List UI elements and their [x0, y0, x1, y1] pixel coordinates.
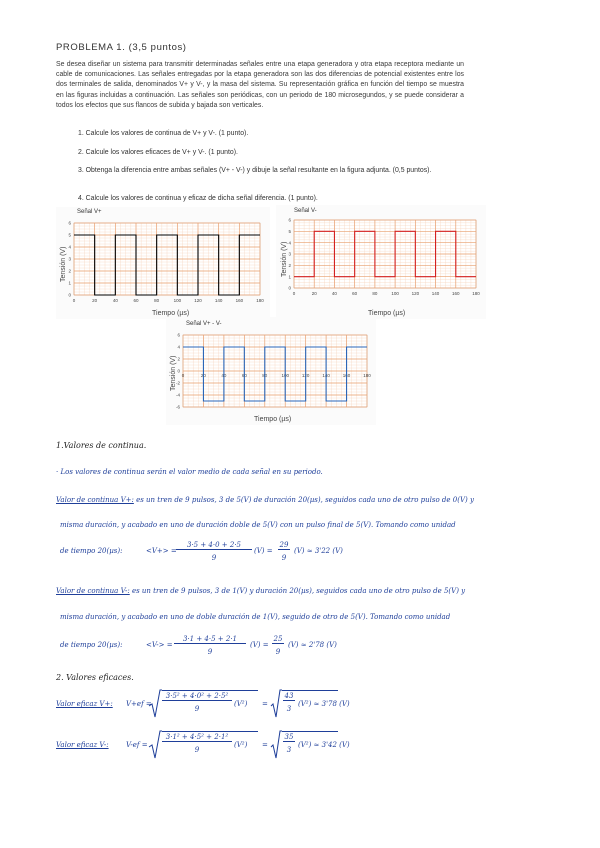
- x-tick-label: 40: [112, 298, 118, 303]
- vminus-text3: de tiempo 20(µs):: [60, 641, 123, 649]
- x-tick-label: 40: [221, 373, 227, 378]
- x-tick-label: 180: [256, 298, 264, 303]
- eff-minus-unit: (V²): [234, 741, 248, 749]
- problem-intro: Se desea diseñar un sistema para transmitir determinadas señales entre una etapa generadora y otra etapa receptora mediante un cable de comunicaciones. Las señales entregadas por la etapa generadora son las dos diferencias de potencial existentes entre los dos terminales de salida, denominados V+ y V-, y la masa del sistema. Su representación gráfica en función del tiempo se muestra en las figuras incluidas a continuación. Las señales son periódicas, con un periodo de 180 microsegundos, y se puede considerar a todos los efectos que sus flancos de subida y bajada son verticales.: [56, 61, 464, 109]
- vplus-denominator: 9: [211, 554, 217, 562]
- x-tick-label: 160: [452, 291, 460, 296]
- x-tick-label: 160: [342, 373, 351, 378]
- section-2-heading: 2. Valores eficaces.: [56, 673, 134, 682]
- x-tick-label: 0: [181, 373, 185, 378]
- vminus-frac-num: 25: [273, 635, 283, 643]
- y-tick-label: -2: [175, 380, 180, 386]
- question-4: 4. Calcule los valores de continua y eficaz de dicha señal diferencia. (1 punto).: [78, 195, 318, 202]
- eff-plus-unit: (V²): [234, 700, 248, 708]
- x-tick-label: 60: [241, 373, 247, 378]
- vplus-text1: es un tren de 9 pulsos, 3 de 5(V) de duración 20(µs), seguidos cada uno de otro pulso de 0(V) y: [136, 496, 474, 504]
- y-tick-label: 5: [288, 228, 291, 234]
- eff-plus-frac-den: 3: [286, 705, 292, 713]
- y-tick-label: 3: [68, 256, 71, 262]
- vplus-frac-num: 29: [279, 541, 289, 549]
- x-tick-label: 20: [92, 298, 98, 303]
- vminus-label: Valor de continua V-:: [56, 587, 130, 595]
- eff-plus-label: [56, 700, 113, 708]
- chart-vdiff-xlabel: Tiempo (µs): [254, 416, 292, 423]
- y-tick-label: 6: [177, 332, 180, 338]
- y-tick-label: 4: [288, 240, 291, 246]
- y-tick-label: -4: [175, 392, 180, 398]
- chart-vdiff: [166, 317, 376, 425]
- vplus-formula-lhs: <V+> =: [146, 547, 177, 555]
- vplus-paragraph-line1: [56, 496, 474, 504]
- vminus-paragraph-line1: [56, 587, 465, 595]
- vminus-text2: misma duración, y acabado en uno de doble duración de 1(V), seguido de otro de 5(V). Tomando como unidad: [60, 613, 451, 621]
- x-tick-label: 20: [200, 373, 206, 378]
- chart-vminus-xlabel: Tiempo (µs): [368, 310, 406, 317]
- eff-plus-eq: =: [262, 700, 268, 708]
- eff-minus-frac-den: 3: [286, 746, 292, 754]
- vplus-mid: (V) =: [254, 547, 273, 555]
- vplus-numerator: 3·5 + 4·0 + 2·5: [176, 541, 252, 550]
- vplus-label: Valor de continua V+:: [56, 496, 134, 504]
- y-tick-label: 2: [68, 268, 71, 274]
- x-tick-label: 60: [352, 291, 358, 296]
- y-tick-label: 0: [288, 285, 291, 291]
- vminus-text1: es un tren de 9 pulsos, 3 de 1(V) y duración 20(µs), seguidos cada uno de otro pulso de 5(V) y: [131, 587, 466, 595]
- x-tick-label: 100: [281, 373, 289, 378]
- y-tick-label: 5: [68, 232, 71, 238]
- sqrt-icon: [270, 729, 282, 761]
- eff-plus-numerator: 3·5² + 4·0² + 2·5²: [162, 692, 232, 701]
- x-tick-label: 100: [173, 298, 182, 303]
- vplus-result: (V) ≈ 3'22 (V): [294, 547, 343, 555]
- section-1-intro: · Los valores de continua serán el valor medio de cada señal en su periodo.: [56, 468, 323, 476]
- x-tick-label: 180: [472, 291, 480, 296]
- x-tick-label: 20: [311, 291, 317, 296]
- x-tick-label: 80: [262, 373, 268, 378]
- vminus-frac-den: 9: [275, 648, 281, 656]
- x-tick-label: 120: [301, 373, 310, 378]
- problem-title: PROBLEMA 1. (3,5 puntos): [56, 42, 187, 53]
- vplus-frac-den: 9: [281, 554, 287, 562]
- chart-vminus: [276, 205, 486, 319]
- eff-minus-numerator: 3·1² + 4·5² + 2·1²: [162, 733, 232, 742]
- eff-minus-frac-num: 35: [284, 733, 294, 741]
- sqrt-overline: [282, 690, 338, 691]
- y-tick-label: 2: [288, 262, 291, 268]
- y-tick-label: 6: [68, 220, 71, 226]
- section-1-heading: 1.Valores de continua.: [56, 441, 147, 450]
- vminus-formula-lhs: <V-> =: [146, 641, 173, 649]
- x-tick-label: 140: [431, 291, 440, 296]
- vminus-mid: (V) =: [250, 641, 269, 649]
- x-tick-label: 120: [194, 298, 202, 303]
- chart-vminus-ylabel: Tensión (V): [281, 241, 288, 277]
- vminus-result: (V) ≈ 2'78 (V): [288, 641, 337, 649]
- eff-minus-lhs: V-ef =: [126, 741, 148, 749]
- eff-minus-label-text: Valor eficaz V-:: [56, 741, 109, 749]
- x-tick-label: 120: [411, 291, 420, 296]
- y-tick-label: 0: [68, 292, 71, 298]
- question-3: 3. Obtenga la diferencia entre ambas señales (V+ - V-) y dibuje la señal resultante en la figura adjunta. (0,5 puntos).: [78, 167, 432, 174]
- sqrt-icon: [148, 688, 162, 720]
- question-2: 2. Calcule los valores eficaces de V+ y V-. (1 punto).: [78, 149, 238, 156]
- vplus-text2: misma duración, y acabado en uno de duración doble de 5(V) con un pulso final de 5(V). Tomando como unidad: [60, 521, 456, 529]
- y-tick-label: 0: [177, 368, 180, 374]
- sqrt-overline: [282, 731, 338, 732]
- y-tick-label: 4: [68, 244, 71, 250]
- eff-minus-label: [56, 741, 109, 749]
- eff-minus-eq: =: [262, 741, 268, 749]
- x-tick-label: 60: [133, 298, 139, 303]
- y-tick-label: 1: [288, 274, 291, 280]
- x-tick-label: 140: [322, 373, 330, 378]
- x-tick-label: 40: [331, 291, 337, 296]
- chart-vplus-xlabel: Tiempo (µs): [152, 310, 190, 317]
- vminus-denominator: 9: [207, 648, 213, 656]
- sqrt-overline: [162, 690, 258, 691]
- sqrt-overline: [162, 731, 258, 732]
- x-tick-label: 140: [214, 298, 223, 303]
- y-tick-label: -6: [175, 404, 180, 410]
- y-tick-label: 1: [68, 280, 71, 286]
- sqrt-icon: [270, 688, 282, 720]
- eff-plus-lhs: V+ef =: [126, 700, 152, 708]
- vplus-text3: de tiempo 20(µs):: [60, 547, 123, 555]
- x-tick-label: 160: [235, 298, 244, 303]
- chart-vminus-title: Señal V-: [294, 208, 317, 214]
- x-tick-label: 0: [292, 291, 296, 296]
- x-tick-label: 100: [391, 291, 399, 296]
- eff-minus-result: (V²) ≈ 3'42 (V): [298, 741, 350, 749]
- y-tick-label: 6: [288, 217, 291, 223]
- y-tick-label: 2: [177, 356, 180, 362]
- eff-plus-result: (V²) ≈ 3'78 (V): [298, 700, 350, 708]
- chart-vdiff-title: Señal V+ - V-: [186, 321, 222, 327]
- chart-vplus: [56, 207, 270, 319]
- eff-plus-frac-num: 43: [284, 692, 294, 700]
- vminus-numerator: 3·1 + 4·5 + 2·1: [174, 635, 246, 644]
- chart-vplus-title: Señal V+: [77, 209, 102, 215]
- x-tick-label: 80: [154, 298, 160, 303]
- eff-plus-label-text: Valor eficaz V+:: [56, 700, 113, 708]
- y-tick-label: 4: [177, 344, 180, 350]
- sqrt-icon: [148, 729, 162, 761]
- chart-vdiff-ylabel: Tensión (V): [170, 355, 177, 391]
- y-tick-label: 3: [288, 251, 291, 257]
- chart-vplus-ylabel: Tensión (V): [60, 246, 67, 282]
- eff-plus-denominator: 9: [194, 705, 200, 713]
- question-1: 1. Calcule los valores de continua de V+ y V-. (1 punto).: [78, 130, 249, 137]
- x-tick-label: 80: [372, 291, 378, 296]
- x-tick-label: 0: [72, 298, 76, 303]
- x-tick-label: 180: [363, 373, 371, 378]
- eff-minus-denominator: 9: [194, 746, 200, 754]
